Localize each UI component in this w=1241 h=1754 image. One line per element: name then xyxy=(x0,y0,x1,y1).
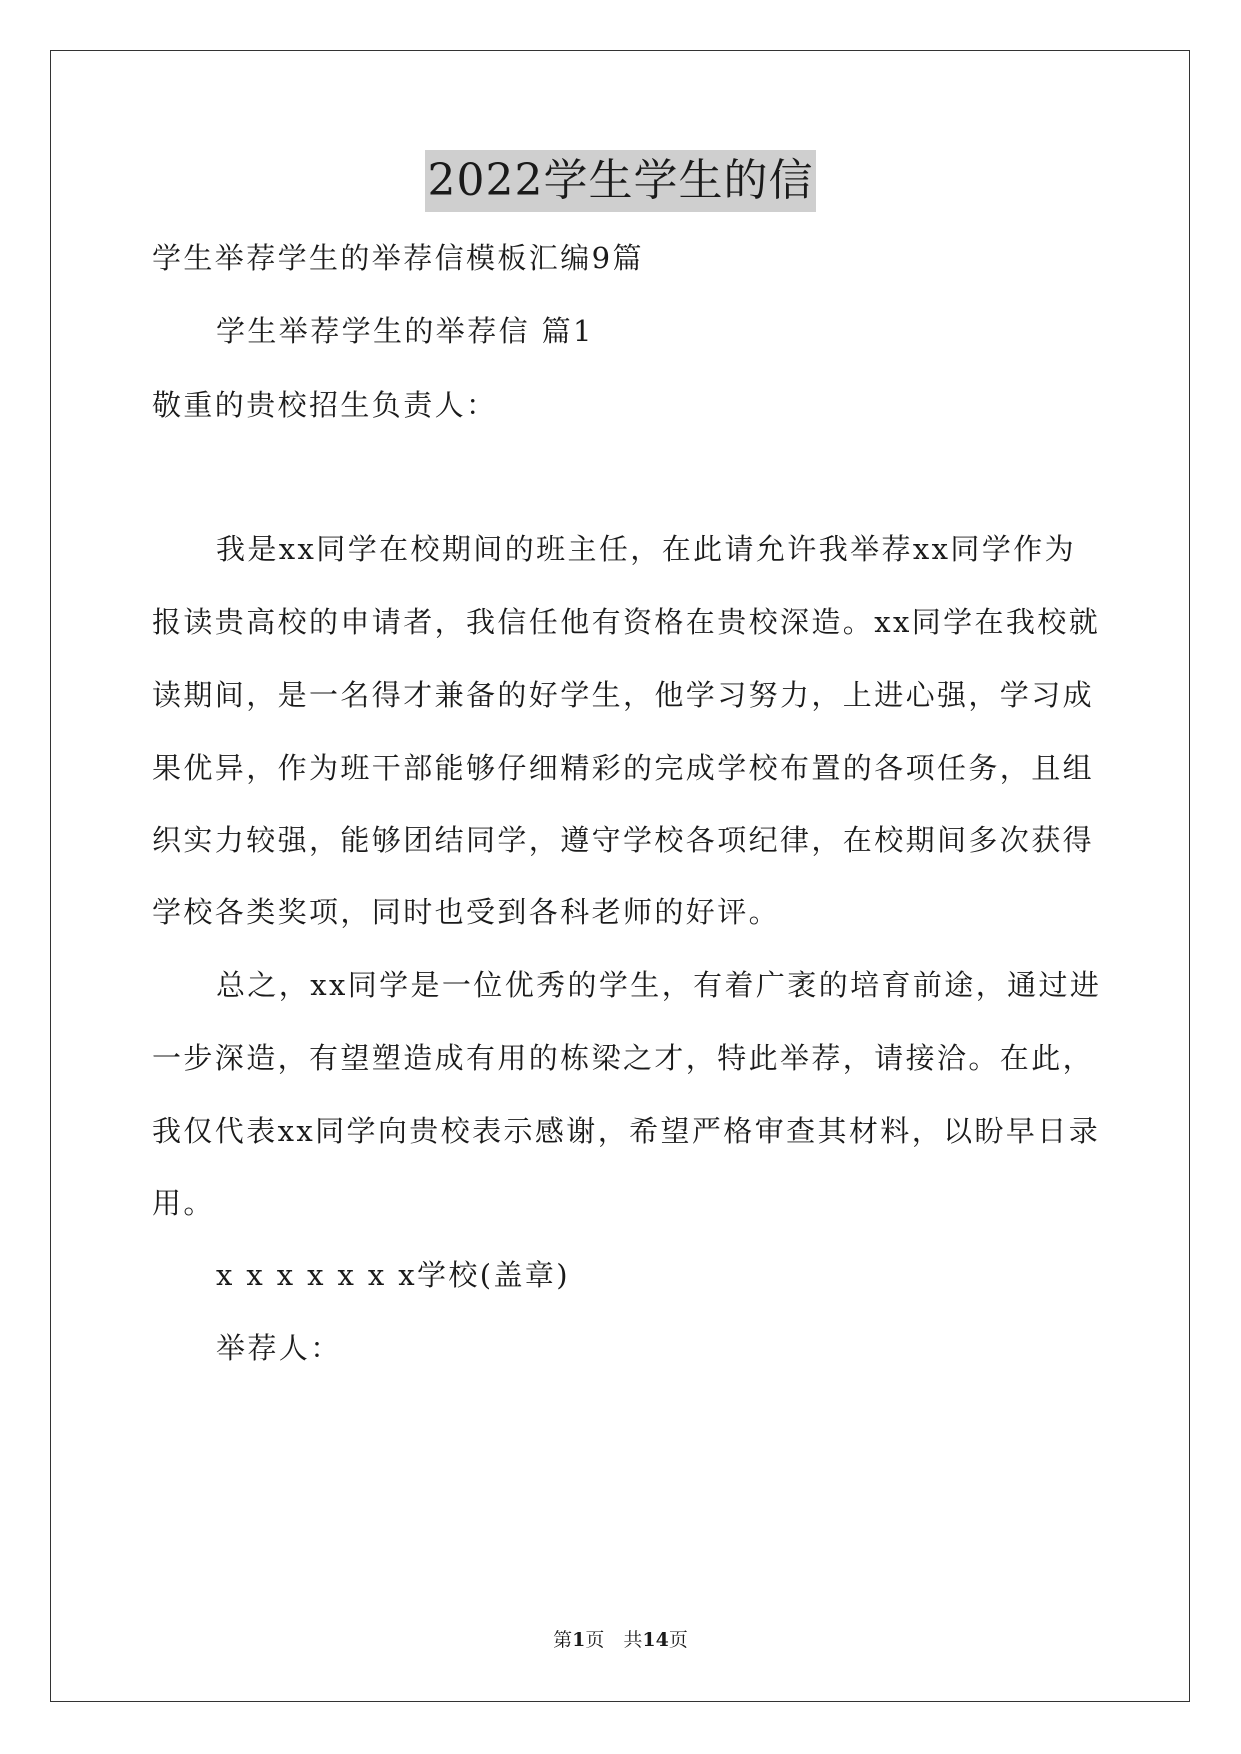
body-line: 我仅代表xx同学向贵校表示感谢，希望严格审查其材料，以盼早日录 xyxy=(152,1114,1101,1148)
salutation: 敬重的贵校招生负责人： xyxy=(152,388,498,422)
body-line: 我是xx同学在校期间的班主任，在此请允许我举荐xx同学作为 xyxy=(216,532,1077,566)
page-total: 14 xyxy=(642,1629,669,1651)
body-line: 用。 xyxy=(152,1186,215,1220)
body-line: 果优异，作为班干部能够仔细精彩的完成学校布置的各项任务，且组 xyxy=(152,751,1095,785)
body-line: 一步深造，有望塑造成有用的栋梁之才，特此举荐，请接洽。在此， xyxy=(152,1041,1095,1075)
page-mid: 页 共 xyxy=(585,1629,643,1651)
page-suffix: 页 xyxy=(668,1629,688,1651)
recommender-label: 举荐人： xyxy=(216,1331,342,1365)
body-line: 报读贵高校的申请者，我信任他有资格在贵校深造。xx同学在我校就 xyxy=(152,605,1101,639)
page-footer xyxy=(0,1628,1241,1652)
page-border xyxy=(50,50,1190,1702)
title-container xyxy=(0,150,1241,212)
body-line: 织实力较强，能够团结同学，遵守学校各项纪律，在校期间多次获得 xyxy=(152,823,1095,857)
document-subtitle: 学生举荐学生的举荐信模板汇编9篇 xyxy=(152,241,644,275)
document-title: 2022学生学生的信 xyxy=(425,150,817,212)
body-line: 学校各类奖项，同时也受到各科老师的好评。 xyxy=(152,895,781,929)
section-heading: 学生举荐学生的举荐信 篇1 xyxy=(216,314,594,348)
body-line: 总之，xx同学是一位优秀的学生，有着广袤的培育前途，通过进 xyxy=(216,968,1102,1002)
page-prefix: 第 xyxy=(553,1629,573,1651)
body-line: 读期间，是一名得才兼备的好学生，他学习努力，上进心强，学习成 xyxy=(152,678,1095,712)
page-current: 1 xyxy=(572,1629,586,1651)
school-seal-line: x x x x x x x学校(盖章) xyxy=(216,1258,571,1292)
